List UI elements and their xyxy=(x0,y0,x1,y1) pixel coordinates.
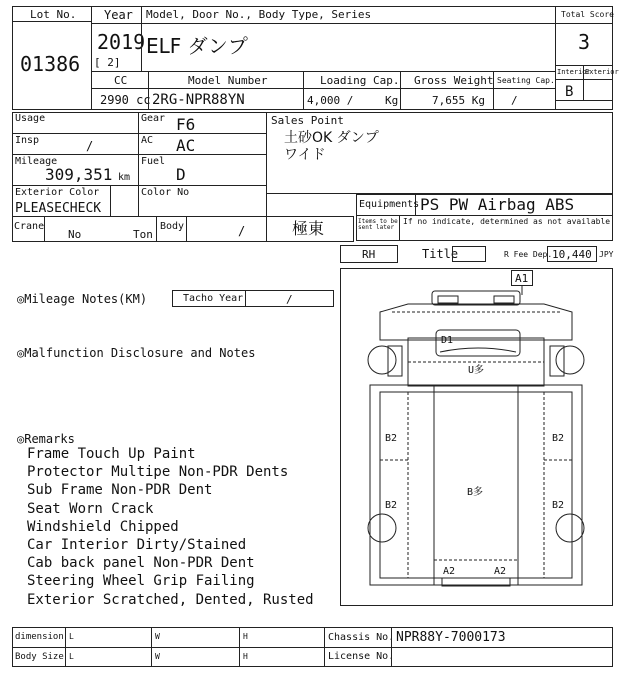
body-label: Body xyxy=(160,221,185,232)
malfunction-label: ◎Malfunction Disclosure and Notes xyxy=(17,346,256,360)
body-grade: 極東 xyxy=(292,219,325,238)
bs-h-cell xyxy=(239,647,325,667)
dim-l-label: L xyxy=(69,632,74,641)
mark-b-center: B多 xyxy=(467,487,484,498)
equipment-label: Equipments xyxy=(359,199,420,210)
model-label: Model, Door No., Body Type, Series xyxy=(146,8,372,21)
remark-item: Protector Multipe Non-PDR Dents xyxy=(27,464,289,481)
dim-w-label: W xyxy=(155,632,160,641)
model-value: ELF ダンプ xyxy=(146,34,248,58)
model-number-label: Model Number xyxy=(188,74,268,87)
mileage-unit: km xyxy=(118,172,131,183)
loading-value: 4,000 / xyxy=(307,94,354,107)
sales-point-line2: ワイド xyxy=(284,147,326,163)
tacho-value: / xyxy=(286,293,293,306)
total-score-label: Total Score xyxy=(561,10,614,19)
mileage-label: Mileage xyxy=(15,156,58,167)
usage-label: Usage xyxy=(15,113,46,124)
remark-item: Exterior Scratched, Dented, Rusted xyxy=(27,591,314,608)
gear-value: F6 xyxy=(176,115,196,134)
exterior-label: Exterior xyxy=(585,68,619,76)
remark-item: Car Interior Dirty/Stained xyxy=(27,536,247,553)
remarks-label: ◎Remarks xyxy=(17,432,75,446)
mark-b2-left-bottom: B2 xyxy=(385,500,398,511)
crane-value: No xyxy=(68,228,82,241)
insp-label: Insp xyxy=(15,135,40,146)
color-no-label: Color No xyxy=(141,187,190,198)
indicate-note: If no indicate, determined as not available xyxy=(403,217,611,226)
mileage-value: 309,351 xyxy=(45,165,113,184)
year-label: Year xyxy=(104,8,133,22)
sales-point-label: Sales Point xyxy=(271,114,344,127)
gear-label: Gear xyxy=(141,113,166,124)
gross-value: 7,655 Kg xyxy=(432,94,485,107)
ext-color-label: Exterior Color xyxy=(15,187,100,198)
insp-value: / xyxy=(86,139,94,153)
bs-h-label: H xyxy=(243,652,248,661)
fuel-label: Fuel xyxy=(141,156,166,167)
chassis-label: Chassis No. xyxy=(328,632,395,643)
body-size-label: Body Size xyxy=(15,652,64,662)
bs-w-cell xyxy=(151,647,240,667)
remark-item: Cab back panel Non-PDR Dent xyxy=(27,555,255,572)
loading-unit: Kg xyxy=(385,94,399,107)
dim-h-label: H xyxy=(243,632,248,641)
bs-l-label: L xyxy=(69,652,74,661)
remark-item: Frame Touch Up Paint xyxy=(27,446,196,462)
ac-label: AC xyxy=(141,135,154,146)
tacho-label: Tacho Year xyxy=(183,293,244,304)
equipment-value: PS PW Airbag ABS xyxy=(420,195,575,214)
model-number-value: 2RG-NPR88YN xyxy=(152,92,245,108)
interior-value: B xyxy=(565,84,574,100)
dim-w-cell xyxy=(151,627,240,648)
body-value: / xyxy=(238,224,246,238)
interior-label: Interior xyxy=(557,68,591,76)
lot-number: 01386 xyxy=(20,52,81,76)
ac-cell xyxy=(138,133,267,155)
dim-l-cell xyxy=(65,627,152,648)
bs-l-cell xyxy=(65,647,152,667)
mark-a1: A1 xyxy=(515,272,529,285)
title-label: Title xyxy=(422,247,459,261)
damage-diagram-frame xyxy=(340,268,613,606)
dimension-label: dimension xyxy=(15,632,64,642)
mark-b2-right-top: B2 xyxy=(552,433,565,444)
year-value: 2019 xyxy=(97,30,146,54)
cc-value: 2990 cc xyxy=(100,93,151,107)
steering-value: RH xyxy=(362,248,376,261)
cc-label: CC xyxy=(114,74,128,87)
sales-point-line1: 土砂OK ダンプ xyxy=(284,130,379,146)
remark-item: Sub Frame Non-PDR Dent xyxy=(27,482,213,499)
remark-item: Steering Wheel Grip Failing xyxy=(27,573,255,590)
seating-value-cell xyxy=(493,88,556,110)
ext-color-divider xyxy=(110,185,139,217)
rfee-value: 10,440 xyxy=(552,248,592,261)
ac-value: AC xyxy=(176,136,196,155)
license-label: License No. xyxy=(328,651,395,662)
mark-d1: D1 xyxy=(441,335,454,346)
remarks-list xyxy=(27,446,314,610)
seating-label: Seating Cap. xyxy=(497,76,555,85)
license-value-cell xyxy=(391,647,613,667)
total-score-value: 3 xyxy=(578,30,591,54)
mark-u: U多 xyxy=(468,365,485,376)
crane-unit: Ton xyxy=(133,228,153,241)
seating-value: / xyxy=(511,94,518,107)
mark-a2-right: A2 xyxy=(494,566,507,577)
mark-b2-left-top: B2 xyxy=(385,433,398,444)
rfee-unit: JPY xyxy=(599,250,614,259)
ext-color-value: PLEASECHECK xyxy=(15,201,102,216)
crane-label: Crane xyxy=(14,221,45,232)
title-value-box xyxy=(452,246,486,262)
bs-w-label: W xyxy=(155,652,160,661)
year-sub: [ 2] xyxy=(94,56,121,69)
remark-item: Seat Worn Crack xyxy=(27,500,154,517)
fuel-value: D xyxy=(176,165,186,184)
mileage-notes-label: ◎Mileage Notes(KM) xyxy=(17,292,148,306)
rfee-label: R Fee Dep. xyxy=(504,250,553,259)
gross-label: Gross Weight xyxy=(414,74,494,87)
exterior-value-cell xyxy=(583,79,613,101)
mark-b2-right-bottom: B2 xyxy=(552,500,565,511)
dim-h-cell xyxy=(239,627,325,648)
items-note: Items to be sent later xyxy=(358,218,398,231)
loading-label: Loading Cap. xyxy=(320,74,400,87)
mark-a2-left: A2 xyxy=(443,566,456,577)
remark-item: Windshield Chipped xyxy=(27,518,179,535)
lot-label: Lot No. xyxy=(30,8,77,21)
chassis-value: NPR88Y-7000173 xyxy=(396,630,506,645)
